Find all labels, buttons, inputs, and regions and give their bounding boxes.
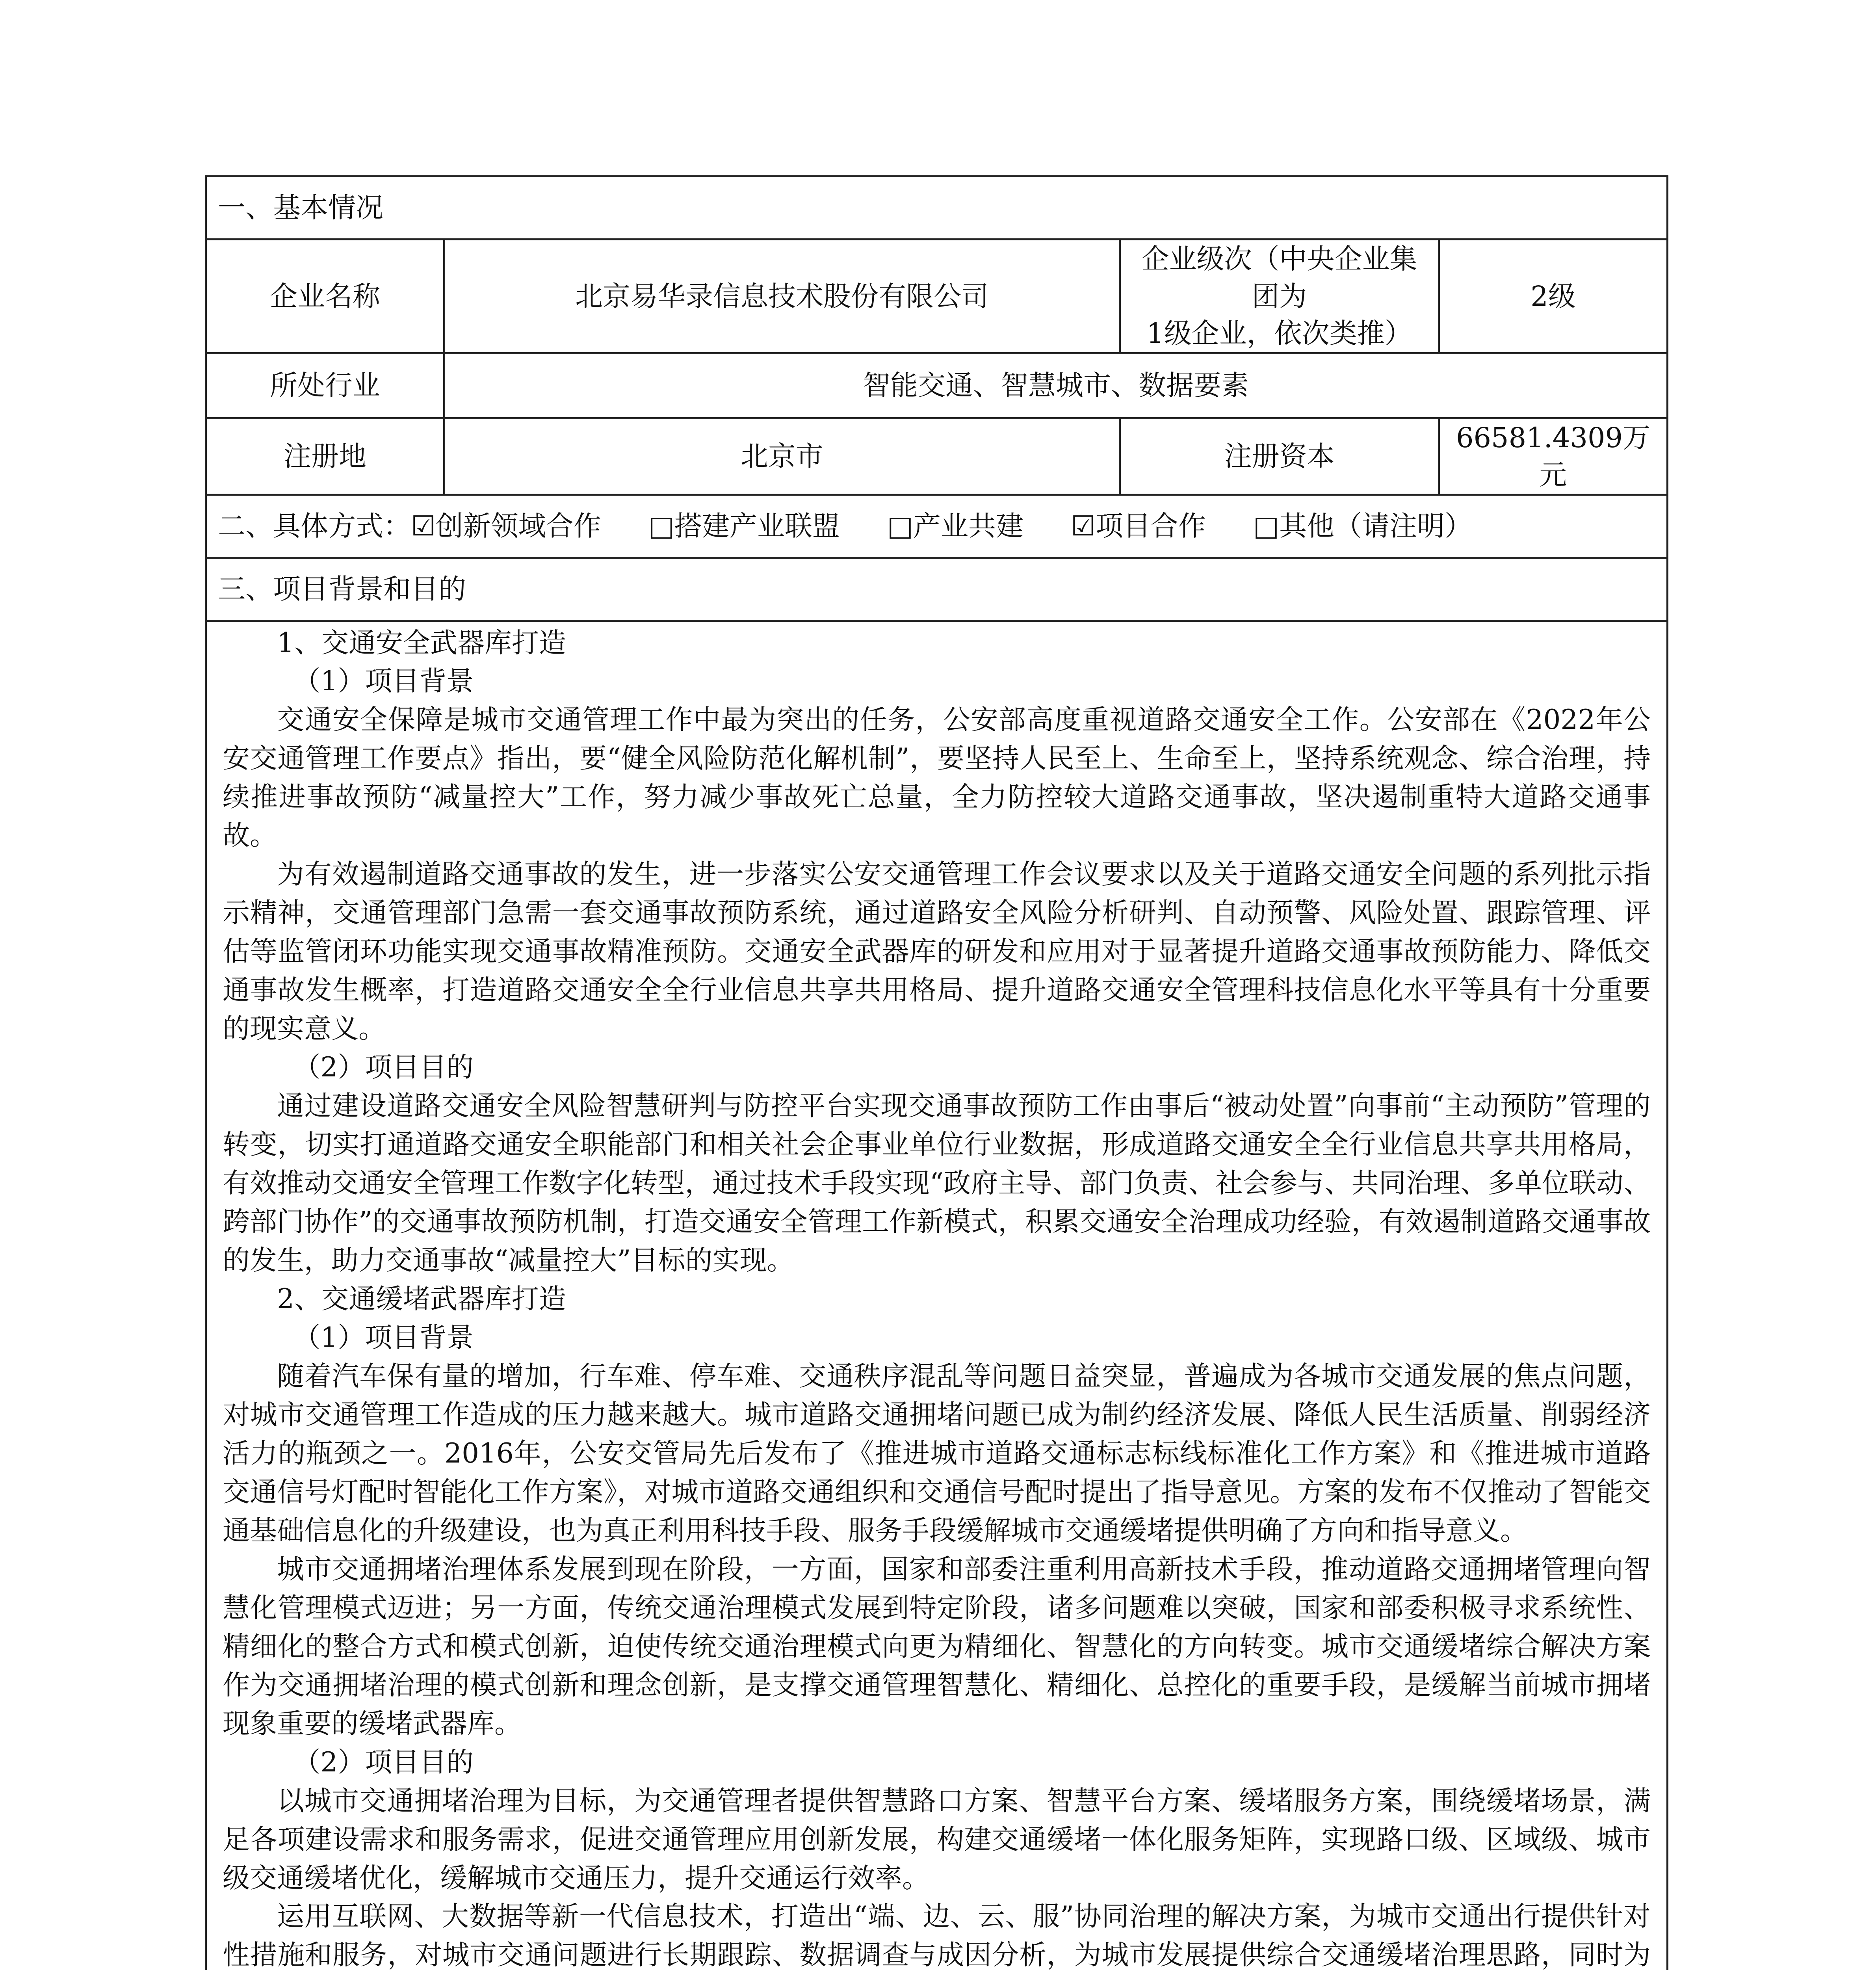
cooperation-method-row [206,494,1668,558]
body-paragraph: 为有效遏制道路交通事故的发生，进一步落实公安交通管理工作会议要求以及关于道路交通安全问题的系列批示指示精神，交通管理部门急需一套交通事故预防系统，通过道路安全风险分析研判、自动预警、风险处置、跟踪管理、评估等监管闭环功能实现交通事故精准预防。交通安全武器库的研发和应用对于显著提升道路交通事故预防能力、降低交通事故发生概率，打造道路交通安全全行业信息共享共用格局、提升道路交通安全管理科技信息化水平等具有十分重要的现实意义。 [223,859,1651,1045]
registered-capital-value: 66581.4309万元 [1439,418,1668,494]
company-level-label-line1: 企业级次（中央企业集团为 [1141,243,1417,312]
registered-place-value: 北京市 [444,418,1120,494]
industry-value: 智能交通、智慧城市、数据要素 [444,353,1668,418]
cooperation-method-label: 二、具体方式： [218,509,411,542]
method-option-4[interactable] [1071,510,1206,542]
project-subheading: （1）项目背景 [293,1321,474,1353]
registered-place-label: 注册地 [206,418,444,494]
method-option-3[interactable] [887,510,1023,542]
unchecked-box-icon[interactable]: □ [1253,509,1279,542]
body-paragraph: 运用互联网、大数据等新一代信息技术，打造出“端、边、云、服”协同治理的解决方案，为城市交通出行提供针对性措施和服务，对城市交通问题进行长期跟踪、数据调查与成因分析，为城市发展提供综合交通缓堵治理思路，同时为 [223,1901,1651,1970]
body-paragraph: 随着汽车保有量的增加，行车难、停车难、交通秩序混乱等问题日益突显，普遍成为各城市交通发展的焦点问题，对城市交通管理工作造成的压力越来越大。城市道路交通拥堵问题已成为制约经济发展、降低人民生活质量、削弱经济活力的瓶颈之一。2016年，公安交管局先后发布了《推进城市道路交通标志标线标准化工作方案》和《推进城市道路交通信号灯配时智能化工作方案》，对城市道路交通组织和交通信号配时提出了指导意见。方案的发布不仅推动了智能交通基础信息化的升级建设，也为真正利用科技手段、服务手段缓解城市交通缓堵提供明确了方向和指导意义。 [223,1360,1651,1546]
industry-label: 所处行业 [206,353,444,418]
method-option-label: 产业共建 [913,509,1024,542]
project-subheading: （2）项目目的 [293,1746,474,1778]
method-option-5[interactable] [1253,510,1472,542]
cooperation-method-options [411,510,1519,542]
method-option-label: 搭建产业联盟 [674,509,840,542]
method-option-1[interactable] [411,510,601,542]
body-paragraph: 以城市交通拥堵治理为目标，为交通管理者提供智慧路口方案、智慧平台方案、缓堵服务方案，围绕缓堵场景，满足各项建设需求和服务需求，促进交通管理应用创新发展，构建交通缓堵一体化服务矩阵，实现路口级、区域级、城市级交通缓堵优化，缓解城市交通压力，提升交通运行效率。 [223,1785,1651,1894]
body-paragraph: 通过建设道路交通安全风险智慧研判与防控平台实现交通事故预防工作由事后“被动处置”向事前“主动预防”管理的转变，切实打通道路交通安全职能部门和相关社会企事业单位行业数据，形成道路交通安全全行业信息共享共用格局，有效推动交通安全管理工作数字化转型，通过技术手段实现“政府主导、部门负责、社会参与、共同治理、多单位联动、跨部门协作”的交通事故预防机制，打造交通安全管理工作新模式，积累交通安全治理成功经验，有效遏制道路交通事故的发生，助力交通事故“减量控大”目标的实现。 [223,1090,1651,1276]
method-option-2[interactable] [648,510,840,542]
project-subheading: （1）项目背景 [293,665,474,697]
body-paragraph: 城市交通拥堵治理体系发展到现在阶段，一方面，国家和部委注重利用高新技术手段，推动道路交通拥堵管理向智慧化管理模式迈进；另一方面，传统交通治理模式发展到特定阶段，诸多问题难以突破，国家和部委积极寻求系统性、精细化的整合方式和模式创新，迫使传统交通治理模式向更为精细化、智慧化的方向转变。城市交通缓堵综合解决方案作为交通拥堵治理的模式创新和理念创新，是支撑交通管理智慧化、精细化、总控化的重要手段，是缓解当前城市拥堵现象重要的缓堵武器库。 [223,1553,1651,1740]
company-level-label-line2: 1级企业，依次类推） [1146,317,1412,349]
method-option-label: 其他（请注明） [1279,509,1472,542]
section-background: 三、项目背景和目的 [206,558,1668,621]
body-paragraph: 交通安全保障是城市交通管理工作中最为突出的任务，公安部高度重视道路交通安全工作。公安部在《2022年公安交通管理工作要点》指出，要“健全风险防范化解机制”，要坚持人民至上、生命至上，坚持系统观念、综合治理，持续推进事故预防“减量控大”工作，努力减少事故死亡总量，全力防控较大道路交通事故，坚决遏制重特大道路交通事故。 [223,704,1651,852]
project-subheading: （2）项目目的 [293,1052,474,1084]
company-name-value: 北京易华录信息技术股份有限公司 [444,240,1120,353]
company-name-label: 企业名称 [206,240,444,353]
background-content [206,621,1668,1970]
company-level-value: 2级 [1439,240,1668,353]
checked-box-icon[interactable]: ☑ [1071,509,1096,542]
method-option-label: 项目合作 [1095,509,1206,542]
method-option-label: 创新领域合作 [435,509,601,542]
checked-box-icon[interactable]: ☑ [411,509,436,542]
section-basic-info: 一、基本情况 [206,177,1668,240]
company-level-label [1120,240,1439,353]
project-heading: 2、交通缓堵武器库打造 [277,1283,566,1315]
unchecked-box-icon[interactable]: □ [648,509,674,542]
project-heading: 1、交通安全武器库打造 [277,627,566,659]
unchecked-box-icon[interactable]: □ [887,509,914,542]
cooperation-form-table [205,175,1668,1970]
registered-capital-label: 注册资本 [1120,418,1439,494]
